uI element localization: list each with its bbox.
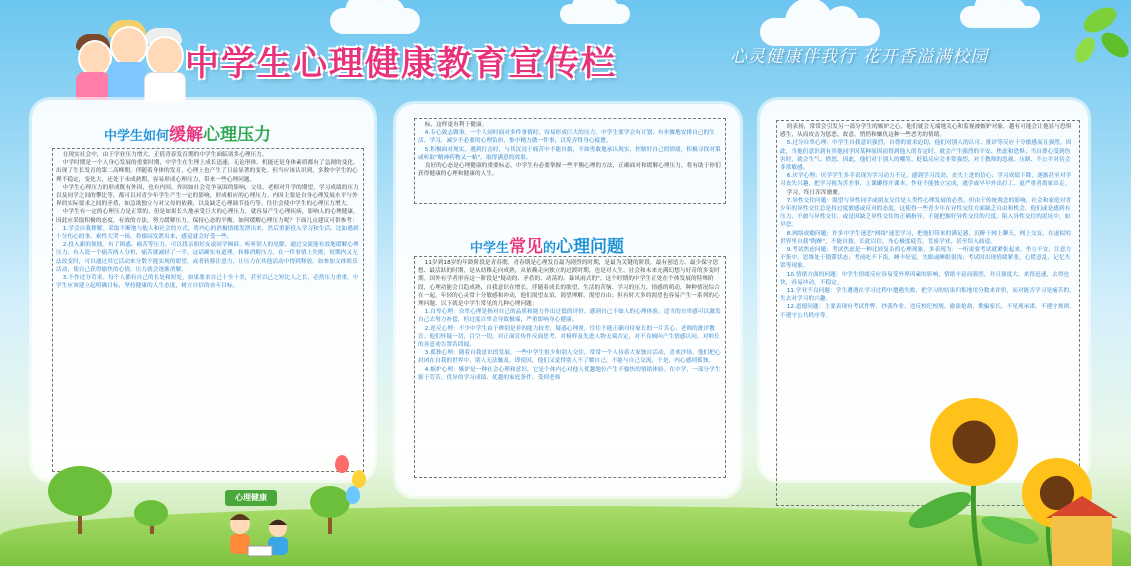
panel2-paragraph: 5.积极面对现实。遇到打击时，与其沉浸于痛苦中不能自拔，不如勇敢地承认现实，控制好自己的情绪，积极寻找对策或听取"精神药物又一帖"，取得满意的效果。 bbox=[418, 146, 721, 161]
panel3-problem: 10.情绪方面的问题：中学生情绪反应容易受外界因素的影响，情绪丰富而强烈，并且强度大，来得迅速，去得也快，容易冲动，不稳定。 bbox=[780, 271, 1070, 286]
tree-icon bbox=[48, 466, 112, 516]
panel3-problem: 5.过分自卑心理：中学生自我意识强烈，自尊的需求迫切，他们对别人的认可、批评等反应十分敏感而且强烈。因此，当他们意识到有其他同学因某种原因而得到他人的肯定时，就会产生强烈的不安、焦虑和恐惧；当自尊心受到伤害时，就会生气、愤怒，因此，他们对于别人的嘲笑、贬低反应会非常强烈，对于教师的忽视、压制、不公平对待会非常敏感。 bbox=[780, 140, 1072, 172]
panel3-paragraph: 的表扬，常常会引发另一部分学生的嫉妒之心，他们就会无端地关心和监视被嫉妒对象，越有可能会让他显与恐惧感生，从而攻击为惩恶，故意，悄悄和嫌仇这种一些恶劣的情绪。 bbox=[780, 124, 1072, 139]
panel2-problem: 1.自卑心理：自卑心理是指对自己的品质和能力作出过低的评价，感到自己不如人的心理体验。适当的自卑感可以激发自己去努力补偿，但过度自卑会导致极端，严重影响身心健康。 bbox=[418, 309, 721, 324]
panel2-title bbox=[470, 232, 624, 257]
panel2-top-body bbox=[414, 118, 726, 204]
cloud bbox=[330, 8, 420, 34]
panel1-paragraph: 中学生心理压力的形成既有外因，也有内因。外因如社会竞争氛围的影响，父母、老师对升学的期望，学习成绩的压力以及同学之间的攀比等，都可以对青少年学生产生一定的影响，形成相应的心理压力。内因主要是自身心理发展水平与外界的实际要求之间的矛盾，如急欲独立与对父母的依赖，以及缺乏心理调节技巧等，往往会使中学生的心理压力增大。 bbox=[56, 184, 359, 208]
panel2-title-prefix: 中学生 bbox=[470, 241, 510, 256]
panel2-problem: 3.孤独心理：随着自我意识的发展，一些中学生很少和别人交往，常常一个人待着大家独自活动，喜欢沙场，他们把心封闭在自我的世界中，别人无法触及，即使因，他们又觉得别人不了解自己，不能与自己交流，于是，内心感到孤独。 bbox=[418, 350, 721, 365]
panel2-problem: 2.逆反心理：不少中学生由于辨别是非的能力较差，疑惑心理重，往往不能正确对待家长的一片苦心、老师的批评教育。他们怀疑一切，目空一切，对正面宣传作反面思考，对榜样及先进人物无端否定，对不良倾向产生情感认同，对师长的善意劝告置若罔闻。 bbox=[418, 325, 720, 349]
sunflower-icon bbox=[930, 398, 1018, 486]
leaves-decoration bbox=[1060, 0, 1131, 80]
panel1-paragraph: 中学生有一定的心理压力是正常的，但是如果长久地承受巨大的心理压力，就容易产生心理疾病，影响人的心理健康，因此应采取积极的态度，有效的方法，努力缓解压力，保持心态的平衡。如何缓解心理压力呢？下面几点建议可供参考： bbox=[56, 209, 359, 224]
cloud bbox=[960, 6, 1040, 28]
balloon-icon bbox=[335, 455, 349, 473]
panel3-paragraph: 学习，终日浑浑噩噩。 bbox=[786, 189, 844, 196]
panel2-problem: 4.嫉妒心理：嫉妒是一种社会心理和意识，它是个体内心对他人优越地位产生不愉快的情绪体验。在中学，一部分学生源于劳苦、优异的学习成绩、优越的家庭条件、受到老师 bbox=[418, 366, 721, 381]
panel2-paragraph: 11岁到18岁的年龄阶段是青春期，青春期是心理发育最为剧烈的时期，是最为关键的阶段，最有创造力、最少保守思想、最活跃的时期，是从幼稚走向成熟，从依赖走向独立的过渡时期，也是对人生、社会和未来充满幻想与好奇的多变时期。国外有学者形容这一阶段是"疑动的、矛盾的、动荡的、暴风雨式的"。这个时期的中学生正处在个体发展的特殊阶段，心理功能会日趋成熟，自我意识在增长，伴随着成长的欲望、生活的苦恼、学习的压力、情感的萌动，种种情况综合在一起，年轻的心灵常十分敏感和冲动，他们渴望友谊、渴望理解、渴望自由；但有时大多的渴望也容易产生一系列的心理问题。以下就是中学生常见的几种心理问题： bbox=[418, 260, 720, 308]
sign-board: 心理健康 bbox=[225, 490, 277, 506]
panel1-tip: 1.学会自我排解。采取不断地与他人和社会的方式，将内心的消极情绪发泄出来，然后重新投入学习和生活。比如遇到十分伤心的事，索性大哭一场，将郁闷发泄出来，感觉就会好受一些。 bbox=[56, 225, 359, 241]
slogan: 心灵健康伴我行 花开香溢满校园 bbox=[730, 47, 989, 67]
panel1-title bbox=[104, 120, 271, 145]
page-title: 中学生心理健康教育宣传栏 bbox=[185, 44, 617, 84]
panel3-problem: 8.网络成瘾问题：许多中学生迷恋"网络"迷恋学习，把他们带来的满足感，沉醉于网上聊天、网上交友、在虚拟的世界里自我"陶醉"，不能自拔，长此以往，身心极度疲劳，荒废学业，甚至误入歧途。 bbox=[780, 230, 1071, 245]
balloon-icon bbox=[346, 486, 360, 504]
panel2-paragraph: 标，这样更有利于健康。 bbox=[424, 122, 488, 128]
house-roof bbox=[1046, 496, 1118, 518]
panel1-title-stress: 心理压力 bbox=[203, 125, 272, 145]
panel2-bottom-body bbox=[414, 256, 726, 478]
panel1-tip: 3.不作过分苛求。每个人都有自己的长处和短处，如果要求自己十全十美，甚至以己之短比人之长，必然压力重重。中学生应该建立起明确目标，坚持健康的人生态度，树立自信的奋斗目标。 bbox=[56, 275, 359, 290]
panel3-problem: 11.学业不良问题：学生遭遇在学习过程中遭遇失败，把学习的结果归集地用分数来评价，而对能否学习是痛苦的，失去对学习的兴趣。 bbox=[780, 288, 1075, 303]
panel1-paragraph: 在现实社会中，由于学业压力增大，正值青春发育期的中学生面临诸多心理压力。 bbox=[62, 152, 268, 158]
panel3-problem: 9.考试焦虑问题：考试焦虑是一种比较复杂的心理现象。多表现为：一听说要考试就紧张起来，坐立不安，注意力不集中，思维处于僵滞状态；考前吃不下饭，睡不好觉，失眠或睡眠很浅；考试时出现情绪紧张，心慌意乱，记忆失常等现象。 bbox=[780, 247, 1072, 270]
panel2-paragraph: 良好的心态是心理健康的重要标志，中学生有必要掌握一些平衡心理的方法，正确面对和缓解心理压力，将有助于你们获得健康的心理和健康的人生。 bbox=[418, 163, 721, 178]
tree-icon bbox=[134, 500, 168, 526]
panel3-problem: 6.厌学心理：厌学学生多半表现为学习动力不足，感到学习没劲，丧失上进的信心；学习成绩下降，逐渐甚至对学习丧失兴趣，把学习视为苦差事，上课懒得开课本，作业不能独立完成，逃学或早早外出打工，更严重者离家出走。 bbox=[780, 173, 1072, 188]
panel1-body bbox=[52, 148, 364, 472]
house-icon bbox=[1052, 516, 1112, 566]
panel1-paragraph: 中学时期是一个人身心发展的重要时期，中学生在生理上成长迅速，无论形体、机能还是身体素质都有了急剧的变化，出现了生长发育的第二高峰期。伴随着身体的发育，心理上也产生了日益显著的变化。但当应该认识到，多数中学生的心理不稳定，变化大，还处于未成熟期，容易形成心理压力，带来一些心理问题。 bbox=[56, 160, 359, 183]
tree-icon bbox=[310, 486, 350, 518]
panel3-problem: 7.异性交往问题：渴望与异性同学或朋友交往是人类性心理发展的必然，但由于传统观念的影响，社会和家庭对青少年的异性交往总是持过度敏感或反对的态度，这使得一些青少年在异性交往方面缺乏自由和机会，他们或是感到有压力，不敢与异性交往，或是因缺乏异性交往的正确指导，不能把握好异性交往的尺度，陷入异性交往的泥坑中，如早恋。 bbox=[780, 197, 1072, 229]
panel3-problem: 12.道德问题：主要表现有考试作弊、抄袭作业、违反校纪校规、偷盗抢劫、欺骗家长、不见现承诺、不遵守规则、不遵守公共秩序等。 bbox=[780, 304, 1075, 319]
panel2-title-common: 常见 bbox=[509, 237, 544, 257]
cartoon-family-illustration bbox=[74, 18, 186, 100]
panel2-paragraph: 4.专心致志做事。一个人同时面对多件事情时，容易形成巨大的压力。中学生要学会有计划、有步骤地安排自己的生活、学习，减少不必要的心理负担，集中精力做一件事，以免弄得身心疲惫。 bbox=[418, 130, 715, 145]
panel2-title-problems: 心理问题 bbox=[556, 237, 625, 257]
panel1-title-how: 如何 bbox=[143, 129, 170, 144]
panel2-title-of: 的 bbox=[543, 241, 557, 256]
panel1-tip: 2.投入新的领域。有了困惑、痛苦等压力，可以找亲朋好友或同学倾诉，听听别人的见解，通过交流能有效地缓解心理压力。有人说一个痛苦两人分担，痛苦就减轻了一半，这话确实有道理。转移消解压力。在一件事情上失败，短期内又无法改变时，可以通过其它活动来分散不能实现的愿望，或者转移注意力，让压力在其他活动中得到释放。如参加文体娱乐活动，使自己获得愉快的心情，压力就会逐渐消解。 bbox=[56, 242, 359, 273]
panel1-title-relieve: 缓解 bbox=[169, 125, 204, 145]
cloud bbox=[560, 4, 630, 24]
children-reading-illustration bbox=[220, 506, 300, 562]
panel1-title-prefix: 中学生 bbox=[104, 129, 144, 144]
